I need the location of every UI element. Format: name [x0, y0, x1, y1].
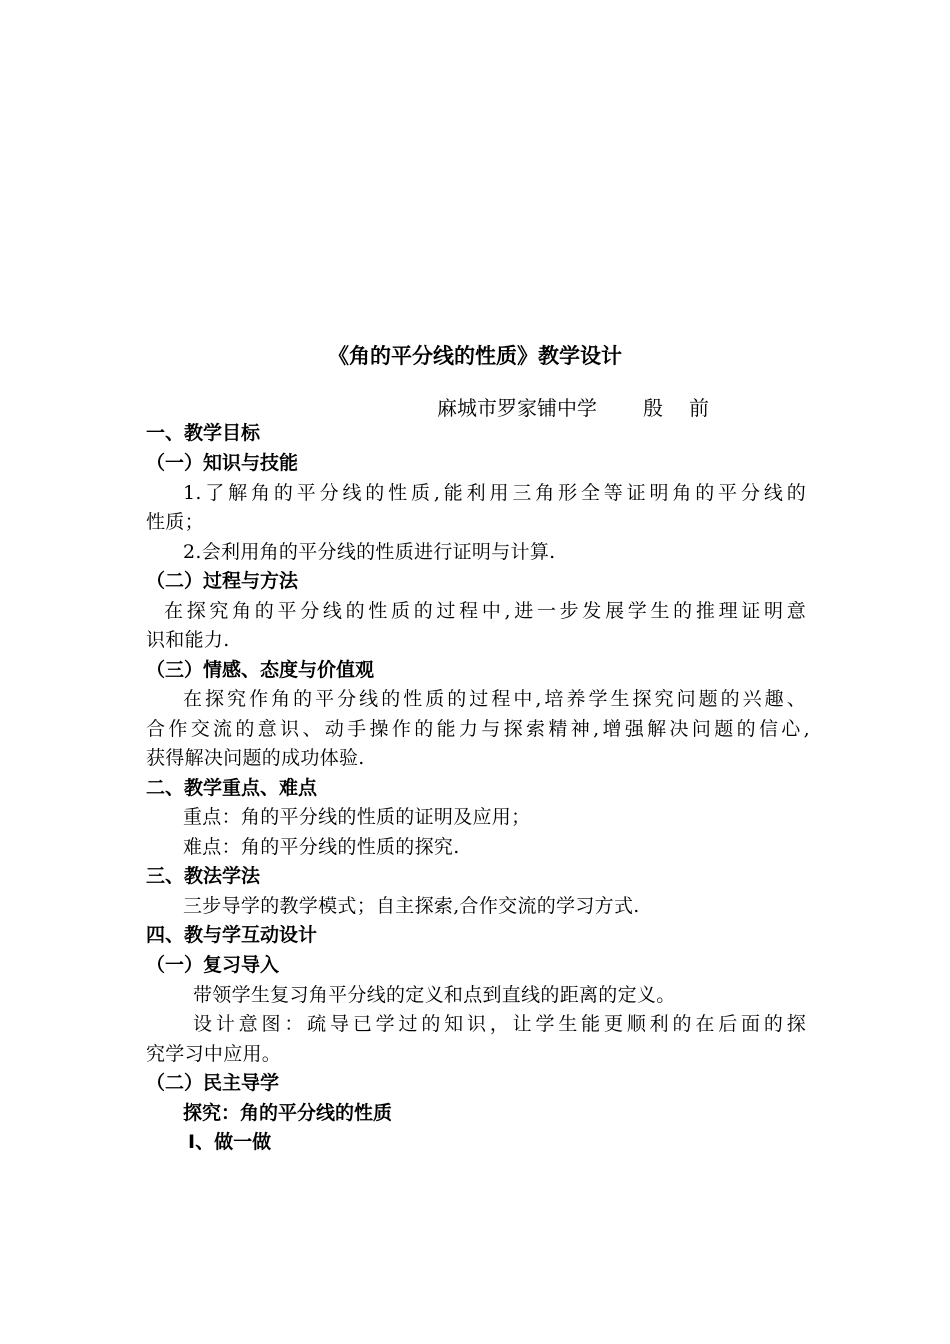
- objective-item-2: 2.会利用角的平分线的性质进行证明与计算.: [183, 541, 556, 563]
- school-name: 麻城市罗家铺中学: [437, 396, 597, 420]
- objective-item-1-line-1: 1.了解角的平分线的性质,能利用三角形全等证明角的平分线的: [183, 482, 806, 504]
- emotion-paragraph-line-1: 在探究作角的平分线的性质的过程中,培养学生探究问题的兴趣、: [183, 688, 806, 710]
- section-heading-interaction-design: 四、教与学互动设计: [146, 924, 318, 946]
- document-title: 《角的平分线的性质》教学设计: [328, 344, 622, 368]
- subheading-guided-learning: （二）民主导学: [146, 1072, 280, 1094]
- process-paragraph-line-2: 识和能力.: [146, 629, 230, 651]
- subheading-emotion-attitude: （三）情感、态度与价值观: [146, 659, 375, 681]
- objective-item-1-line-2: 性质；: [146, 511, 204, 533]
- step-1-heading: Ⅰ、做一做: [188, 1131, 272, 1153]
- section-heading-methods: 三、教法学法: [146, 865, 261, 887]
- review-paragraph: 带领学生复习角平分线的定义和点到直线的距离的定义。: [193, 984, 676, 1006]
- difficult-point-text: 难点：角的平分线的性质的探究.: [183, 836, 460, 858]
- section-heading-key-points: 二、教学重点、难点: [146, 777, 318, 799]
- emotion-paragraph-line-3: 获得解决问题的成功体验.: [146, 747, 365, 769]
- subheading-review-intro: （一）复习导入: [146, 954, 280, 976]
- author-name: 殷前: [643, 396, 735, 420]
- section-heading-objectives: 一、教学目标: [146, 422, 261, 444]
- design-intent-line-2: 究学习中应用。: [146, 1043, 282, 1065]
- process-paragraph-line-1: 在探究角的平分线的性质的过程中,进一步发展学生的推理证明意: [164, 600, 806, 622]
- emotion-paragraph-line-2: 合作交流的意识、动手操作的能力与探索精神,增强解决问题的信心,: [146, 718, 810, 740]
- author-line: [437, 394, 735, 422]
- subheading-process-method: （二）过程与方法: [146, 570, 299, 592]
- subheading-knowledge-skills: （一）知识与技能: [146, 452, 299, 474]
- design-intent-line-1: 设计意图：疏导已学过的知识，让学生能更顺利的在后面的探: [193, 1013, 806, 1035]
- methods-text: 三步导学的教学模式；自主探索,合作交流的学习方式.: [183, 895, 640, 917]
- explore-heading: 探究：角的平分线的性质: [183, 1102, 393, 1124]
- key-point-text: 重点：角的平分线的性质的证明及应用；: [183, 806, 531, 828]
